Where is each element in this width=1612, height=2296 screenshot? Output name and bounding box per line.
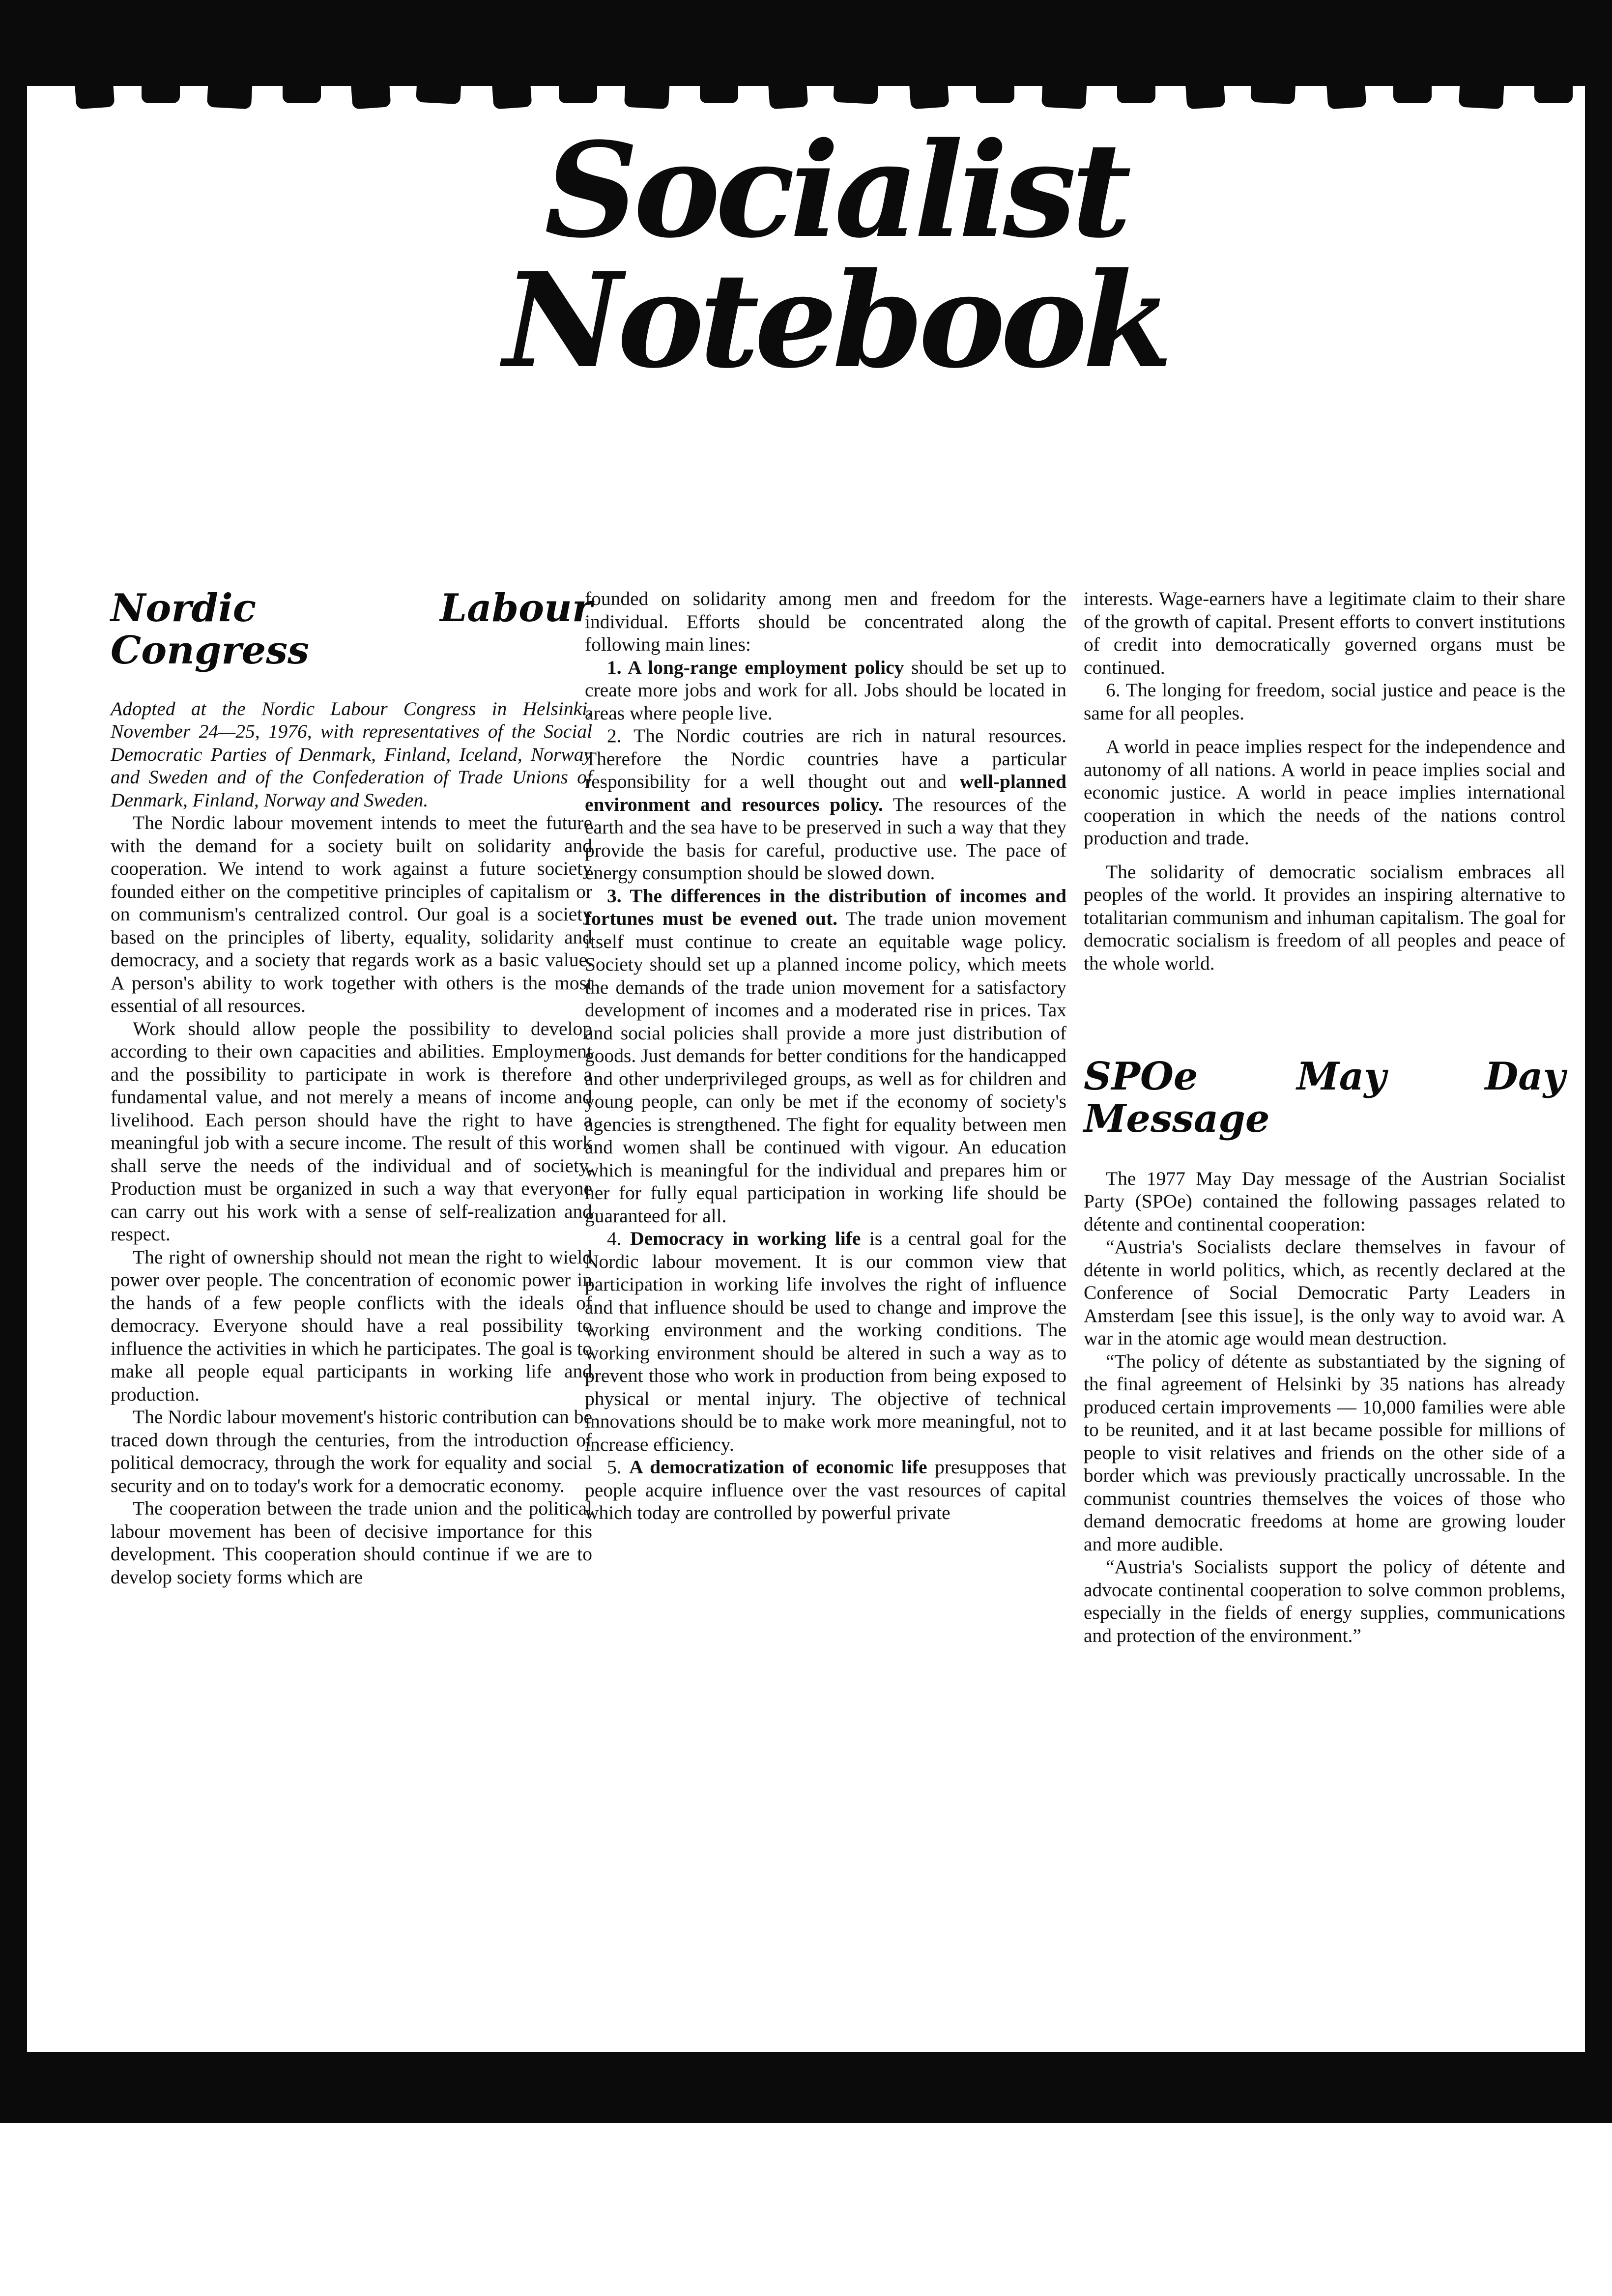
binding-ring [1182, 28, 1226, 109]
list-item [585, 885, 1066, 1228]
item-text: presupposes that people acquire influence over the vast resources of capital which today are controlled by powerful private [585, 1456, 1066, 1523]
binding-ring [1041, 29, 1090, 109]
item-number: 4. [607, 1228, 631, 1249]
list-item [585, 1227, 1066, 1456]
item-bold: 1. A long-range employment policy [607, 656, 904, 678]
binding-ring [347, 28, 391, 109]
list-item: 6. The longing for freedom, social justice and peace is the same for all peoples. [1084, 679, 1565, 724]
binding-ring [1534, 29, 1573, 103]
masthead-title: Socialist Notebook [503, 114, 1168, 397]
nordic-congress-heading: Nordic Labour Congress [111, 586, 592, 673]
binding-ring [71, 28, 115, 109]
binding-ring [489, 28, 532, 109]
item-text: is a central goal for the Nordic labour movement. It is our common view that participation in working life involves the right of influence and that influence should be used to change and improve the working environment and the working conditions. The working environment should be altered in such a way as to prevent those who work in production from being exposed to physical or mental injury. The objective of technical innovations should be to make work more meaningful, not to increase efficiency. [585, 1228, 1067, 1455]
paragraph: “The policy of détente as substantiated by the signing of the final agreement of Helsinki by 35 nations has already produced certain improvements — 10,000 families were able to be reunited, and it at last became possible for millions of people to visit relatives and friends on the other side of a border which was previously practically uncrossable. In the communist countries themselves the voices of those who demand democratic freedoms at home are growing louder and more audible. [1084, 1350, 1565, 1555]
paragraph: The Nordic labour movement's historic contribution can be traced down through the centuries, from the introduction of political democracy, through the work for equality and social security and on to today's work for a democratic economy. [111, 1406, 592, 1496]
paragraph: interests. Wage-earners have a legitimate claim to their share of the growth of capital. Present efforts to convert institutions of credit into democratically governed organs must be continued. [1084, 588, 1565, 678]
binding-ring [559, 29, 597, 103]
paragraph: “Austria's Socialists declare themselves in favour of détente in world politics, which, as recently declared at the Conference of Social Democratic Party Leaders in Amsterdam [see this issue], is the only way to avoid war. A war in the atomic age would mean destruction. [1084, 1236, 1565, 1349]
item-bold: well-planned environment and resources policy. [585, 771, 1066, 815]
binding-ring [1459, 29, 1507, 109]
item-bold: Democracy in working life [630, 1228, 861, 1249]
paragraph: The cooperation between the trade union and the political labour movement has been of decisive importance for this development. This cooperation should continue if we are to develop society forms which are [111, 1497, 592, 1588]
spoe-heading: SPOe May Day Message [1084, 1054, 1565, 1141]
list-item [585, 724, 1066, 885]
binding-ring [906, 28, 950, 109]
paragraph: The 1977 May Day message of the Austrian Socialist Party (SPOe) contained the following passages related to détente and continental cooperation: [1084, 1167, 1565, 1235]
binding-ring [283, 29, 321, 103]
item-text: The trade union movement itself must continue to create an equitable wage policy. Society should set up a planned income policy, which meets the demands of the trade union movement for a satisfactory development of incomes and a moderated rise in prices. Tax and social policies shall provide a more just distribution of goods. Just demands for better conditions for the handicapped and other underprivileged groups, as well as for children and young people, can only be met if the economy of society's agencies is strengthened. The fight for equality between men and women shall be continued with vigour. An education which is meaningful for the individual and prepares him or her for fully equal participation in working life should be guaranteed for all. [585, 908, 1066, 1227]
column-3 [1084, 587, 1565, 1647]
binding-ring [416, 29, 464, 105]
item-text: 2. The Nordic coutries are rich in natural resources. Therefore the Nordic countries have a particular responsibility for a well thought out and [585, 725, 1066, 792]
column-1 [111, 587, 592, 1588]
binding-ring [207, 29, 255, 109]
item-bold: 3. The differences in the distribution of incomes and fortunes must be evened out. [585, 885, 1066, 929]
paragraph: The solidarity of democratic socialism embraces all peoples of the world. It provides an inspiring alternative to totalitarian communism and inhuman capitalism. The goal for democratic socialism is freedom of all peoples and peace of the whole world. [1084, 861, 1565, 974]
item-text: should be set up to create more jobs and work for all. Jobs should be located in areas where people live. [585, 656, 1066, 724]
paragraph: founded on solidarity among men and freedom for the individual. Efforts should be concentrated along the following main lines: [585, 588, 1066, 655]
binding-ring [1117, 29, 1155, 103]
binding-ring [142, 29, 180, 103]
binding-ring [1250, 29, 1298, 105]
binding-ring [833, 29, 881, 105]
spiral-binding [74, 29, 1573, 113]
paragraph: “Austria's Socialists support the policy of détente and advocate continental cooperation to solve common problems, especially in the fields of energy supplies, communications and protection of the environment.” [1084, 1556, 1565, 1646]
item-number: 5. [607, 1456, 630, 1478]
binding-ring [624, 29, 672, 109]
nordic-intro: Adopted at the Nordic Labour Congress in Helsinki, November 24—25, 1976, with representatives of the Social Democratic Parties of Denmark, Finland, Iceland, Norway and Sweden and of the Confederation of Trade Unions of Denmark, Finland, Norway and Sweden. [111, 697, 592, 811]
binding-ring [976, 29, 1014, 103]
paragraph: The Nordic labour movement intends to meet the future with the demand for a society built on solidarity and cooperation. We intend to work against a future society founded either on the competitive principles of capitalism or on communism's centralized control. Our goal is a society based on the principles of liberty, equality, solidarity and democracy, and a society that regards work as a basic value. A person's ability to work together with others is the most essential of all resources. [111, 812, 592, 1017]
column-2 [585, 587, 1066, 1524]
list-item [585, 656, 1066, 725]
binding-ring [700, 29, 738, 103]
paragraph: A world in peace implies respect for the independence and autonomy of all nations. A world in peace implies social and economic justice. A world in peace implies international cooperation in which the needs of the nations control production and trade. [1084, 736, 1565, 849]
paragraph: Work should allow people the possibility to develop according to their own capacities and abilities. Employment and the possibility to participate in work is therefore a fundamental value, and not merely a means of income and livelihood. Each person should have the right to have a meaningful job with a secure income. The result of this work shall serve the needs of the individual and of society. Production must be organized in such a way that everyone can carry out his work with a sense of self-realization and respect. [111, 1017, 592, 1245]
binding-ring [1393, 29, 1432, 103]
list-item [585, 1456, 1066, 1524]
binding-ring [765, 28, 808, 109]
item-bold: A democratization of economic life [629, 1456, 927, 1478]
item-text: The resources of the earth and the sea have to be preserved in such a way that they provide the basis for careful, productive use. The pace of energy consumption should be slowed down. [585, 793, 1066, 884]
paragraph: The right of ownership should not mean the right to wield power over people. The concentration of economic power in the hands of a few people conflicts with the ideals of democracy. Everyone should have a real possibility to influence the activities in which he participates. The goal is to make all people equal participants in working life and production. [111, 1246, 592, 1405]
binding-ring [1323, 28, 1367, 109]
